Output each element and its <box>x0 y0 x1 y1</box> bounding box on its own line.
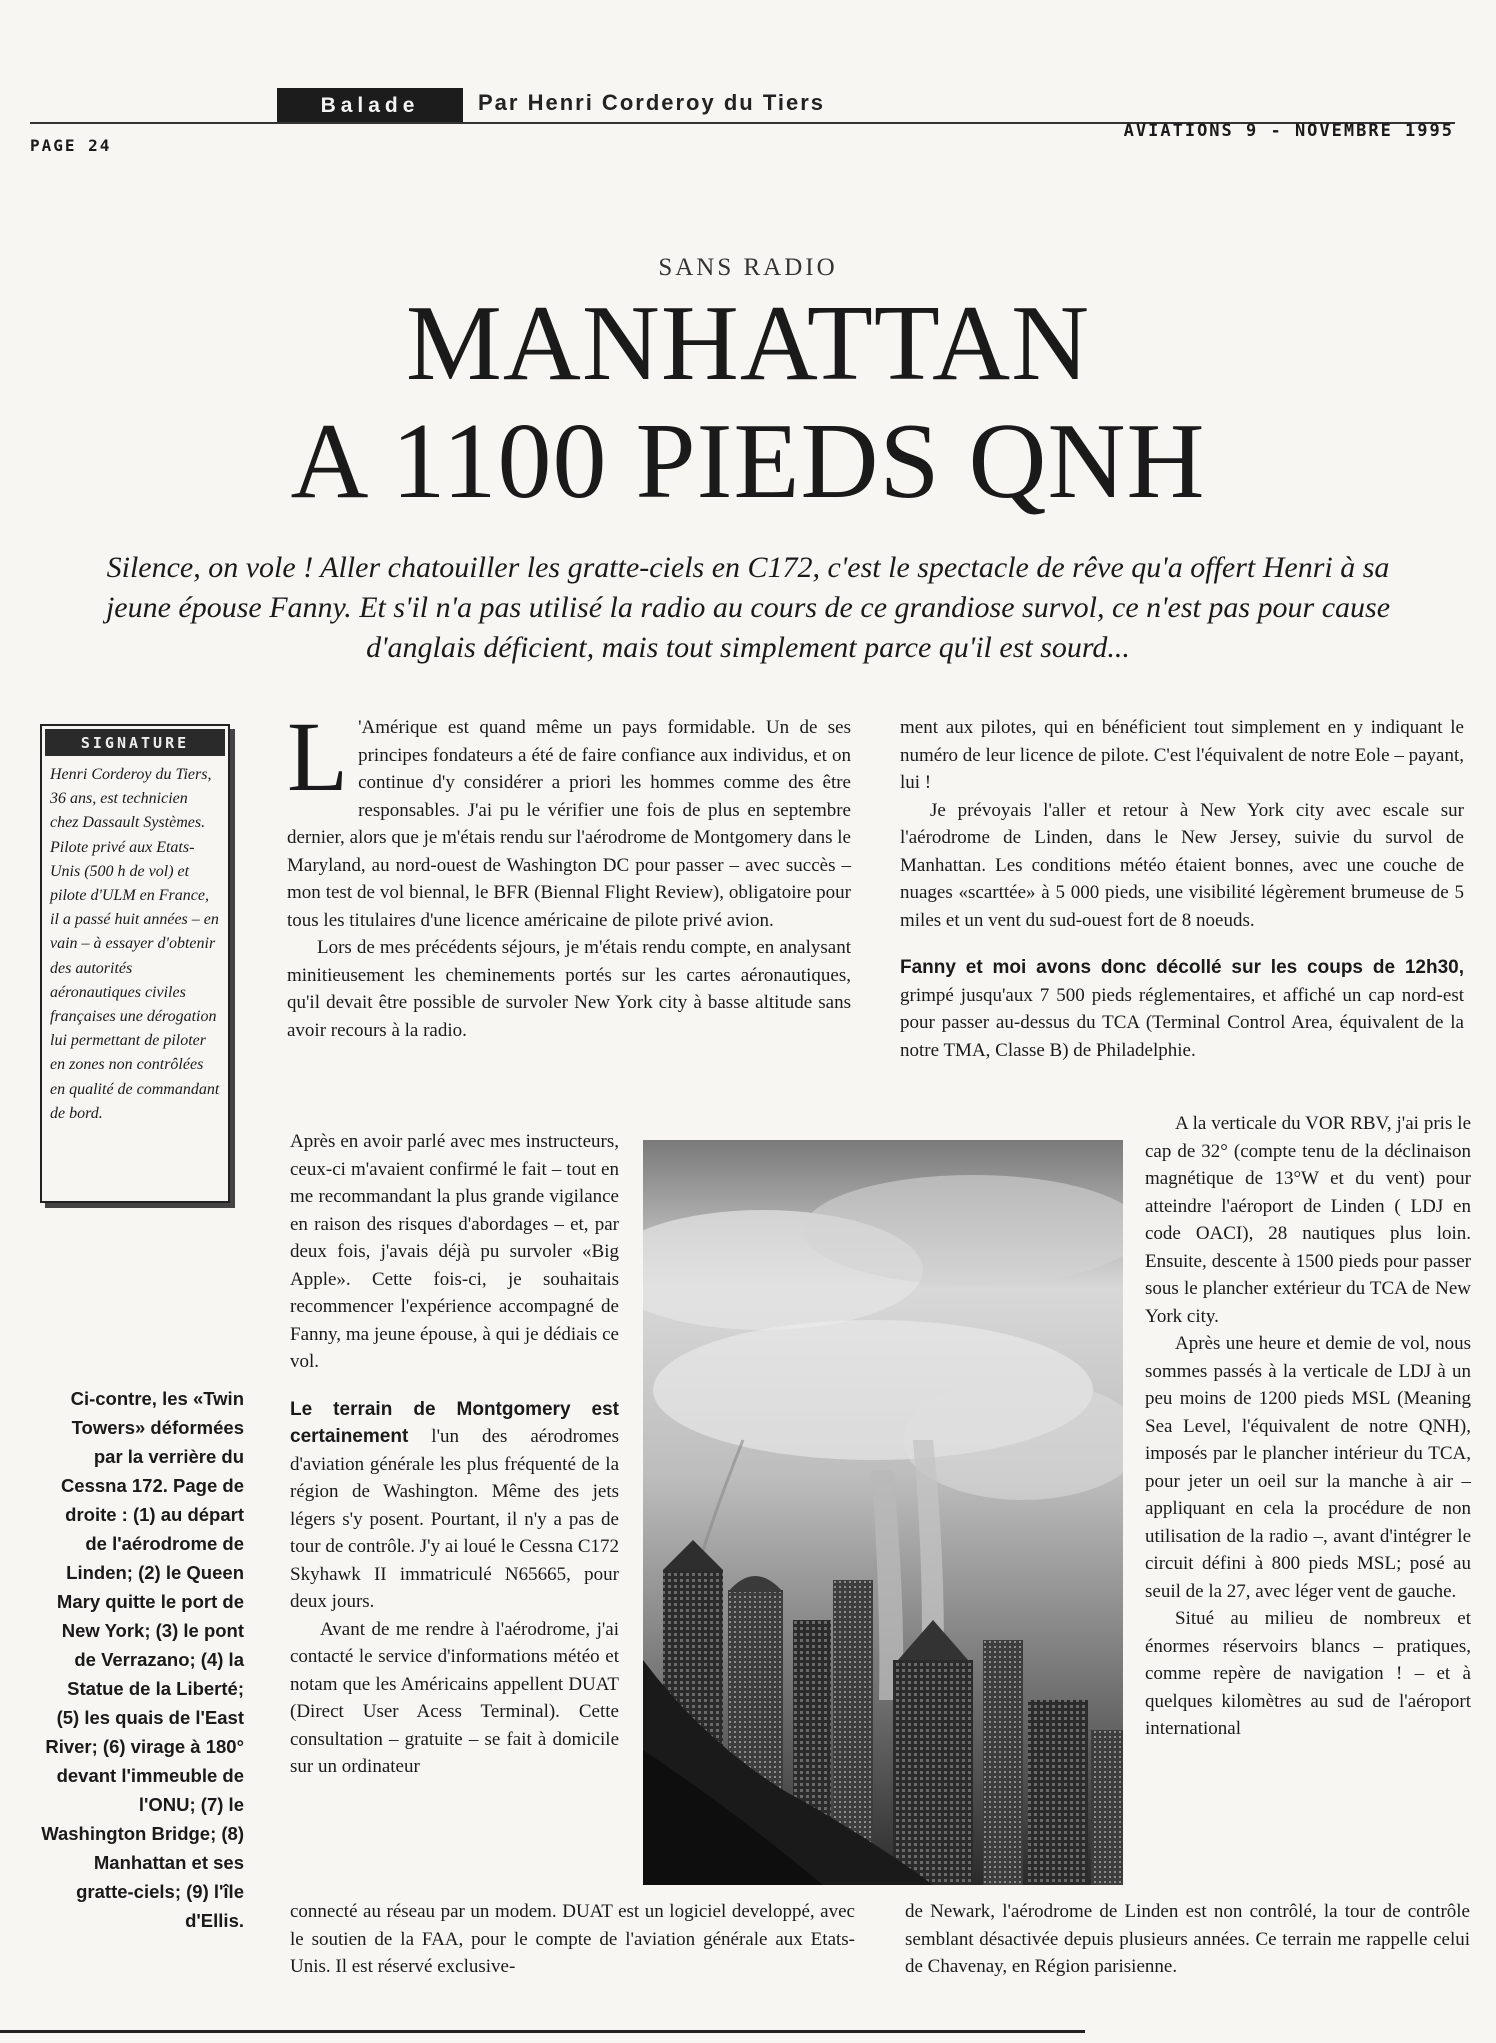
section-tag: Balade <box>277 88 463 124</box>
page-number: PAGE 24 <box>30 136 112 155</box>
skyline-illustration <box>643 1140 1123 1885</box>
author-line: Par Henri Corderoy du Tiers <box>478 90 826 115</box>
signature-heading: SIGNATURE <box>45 729 225 756</box>
paragraph-2: Lors de mes précédents séjours, je m'étais rendu compte, en analysant minitieusement les cheminements portés sur les cartes aéronautiques, qu'il devait être possible de survoler New York city à basse altitude sans avoir recours à la radio. <box>287 937 851 1041</box>
paragraph-4-end: connecté au réseau par un modem. DUAT est un logiciel developpé, avec le soutien de la FAA, pour le compte de l'aviation générale aux Etats-Unis. Il est réservé exclusive- <box>290 1901 855 1977</box>
body-column-right-narrow <box>1145 1110 1471 1743</box>
skyline-photo <box>643 1140 1123 1885</box>
kicker: SANS RADIO <box>658 254 838 281</box>
footer-rule <box>0 2030 1085 2033</box>
issue-date: AVIATIONS 9 - NOVEMBRE 1995 <box>1123 121 1454 141</box>
paragraph-1: 'Amérique est quand même un pays formidable. Un de ses principes fondateurs a été de faire confiance aux individus, et on continue d'y considérer a priori les hommes comme des être responsables. J'ai pu le vérifier une fois de plus en septembre dernier, alors que je m'étais rendu sur l'aérodrome de Montgomery dans le Maryland, au nord-ouest de Washington DC pour passer – avec succès – mon test de vol biennal, le BFR (Biennal Flight Review), obligatoire pour tous les titulaires d'une licence américaine de pilote privé avion. <box>287 717 851 931</box>
subhead-montgomery: Le terrain de Montgomery est certainement <box>290 1398 619 1447</box>
paragraph-10-end: de Newark, l'aérodrome de Linden est non contrôlé, la tour de contrôle semblant désactivée depuis plusieurs années. Ce terrain me rappelle celui de Chavenay, en Région parisienne. <box>905 1901 1470 1977</box>
body-column-right <box>900 714 1464 1064</box>
standfirst: Silence, on vole ! Aller chatouiller les gratte-ciels en C172, c'est le spectacle de rêve qu'a offert Henri à sa jeune épouse Fanny. Et s'il n'a pas utilisé la radio au cours de ce grandiose survol, ce n'est pas pour cause d'anglais déficient, mais tout simplement parce qu'il est sourd... <box>105 551 1391 664</box>
body-column-left <box>287 701 851 1044</box>
body-column-left-narrow <box>290 1128 619 1781</box>
paragraph-9: Après une heure et demie de vol, nous sommes passés à la verticale de LDJ à un peu moins de 1200 pieds MSL (Meaning Sea Level, l'équivalent de notre QNH), imposés par le plancher intérieur du TCA, pour jeter un oeil sur la manche à air – appliquant en cela la procédure de non utilisation de la radio –, avant d'intégrer le circuit défini à 800 pieds MSL; posé au seuil de la 27, avec léger vent de gauche. <box>1145 1333 1471 1602</box>
paragraph-10: Situé au milieu de nombreux et énormes réservoirs blancs – pratiques, comme repère de navigation ! – et à quelques kilomètres au sud de l'aéroport international <box>1145 1608 1471 1739</box>
body-footer-lines <box>290 1898 1470 1981</box>
paragraph-8: A la verticale du VOR RBV, j'ai pris le cap de 32° (compte tenu de la déclinaison magnétique de 13°W et du vent) pour atteindre l'aéroport de Linden ( LDJ en code OACI), 28 nautiques plus loin. Ensuite, descente à 1500 pieds pour passer sous le plancher extérieur du TCA de New York city. <box>1145 1113 1471 1327</box>
paragraph-2-continued: Après en avoir parlé avec mes instructeurs, ceux-ci m'avaient confirmé le fait – tout en me recommandant la plus grande vigilance en raison des risques d'abordages – et, par deux fois, j'avais déjà pu survoler «Big Apple». Cette fois-ci, je souhaitais recommencer l'expérience accompagné de Fanny, ma jeune épouse, à qui je dédiais ce vol. <box>290 1131 619 1372</box>
photo-caption: Ci-contre, les «Twin Towers» déformées par la verrière du Cessna 172. Page de droite : (1) au départ de l'aérodrome de Linden; (2) le Queen Mary quitte le port de New York; (3) le pont de Verrazano; (4) la Statue de la Liberté; (5) les quais de l'East River; (6) virage à 180° devant l'immeuble de l'ONU; (7) le Washington Bridge; (8) Manhattan et ses gratte-ciels; (9) l'île d'Ellis. <box>41 1388 244 1931</box>
signature-box <box>40 724 230 1203</box>
signature-text: Henri Corderoy du Tiers, 36 ans, est technicien chez Dassault Systèmes. Pilote privé aux Etats-Unis (500 h de vol) et pilote d'ULM en France, il a passé huit années – en vain – à essayer d'obtenir des autorités aéronautiques civiles françaises une dérogation lui permettant de piloter en zones non contrôlées en qualité de commandant de bord. <box>50 766 220 1122</box>
drop-cap: L <box>287 701 349 812</box>
paragraph-4: Avant de me rendre à l'aérodrome, j'ai contacté le service d'informations météo et notam que les Américains appellent DUAT (Direct User Acess Terminal). Cette consultation – gratuite – se fait à domicile sur un ordinateur <box>290 1618 619 1777</box>
paragraph-6: Je prévoyais l'aller et retour à New York city avec escale sur l'aérodrome de Linden, dans le New Jersey, suivie du survol de Manhattan. Les conditions météo étaient bonnes, avec une couche de nuages «scarttée» à 5 000 pieds, une visibilité légèrement brumeuse de 5 miles et un vent du sud-ouest fort de 8 noeuds. <box>900 799 1464 931</box>
headline-line-2: A 1100 PIEDS QNH <box>290 402 1206 521</box>
paragraph-7: grimpé jusqu'aux 7 500 pieds réglementaires, et affiché un cap nord-est pour passer au-dessus du TCA (Terminal Control Area, équivalent de la notre TMA, Classe B) de Philadelphie. <box>900 984 1464 1061</box>
paragraph-3: l'un des aérodromes d'aviation générale les plus fréquenté de la région de Washington. Même des jets légers s'y posent. Pourtant, il n'y a pas de tour de contrôle. J'y ai loué le Cessna C172 Skyhawk II immatriculé N65665, pour deux jours. <box>290 1426 619 1612</box>
headline-line-1: MANHATTAN <box>405 284 1091 403</box>
paragraph-5: ment aux pilotes, qui en bénéficient tout simplement en y indiquant le numéro de leur licence de pilote. C'est l'équivalent de notre Eole – payant, lui ! <box>900 717 1464 793</box>
subhead-fanny: Fanny et moi avons donc décollé sur les coups de 12h30, <box>900 957 1464 978</box>
